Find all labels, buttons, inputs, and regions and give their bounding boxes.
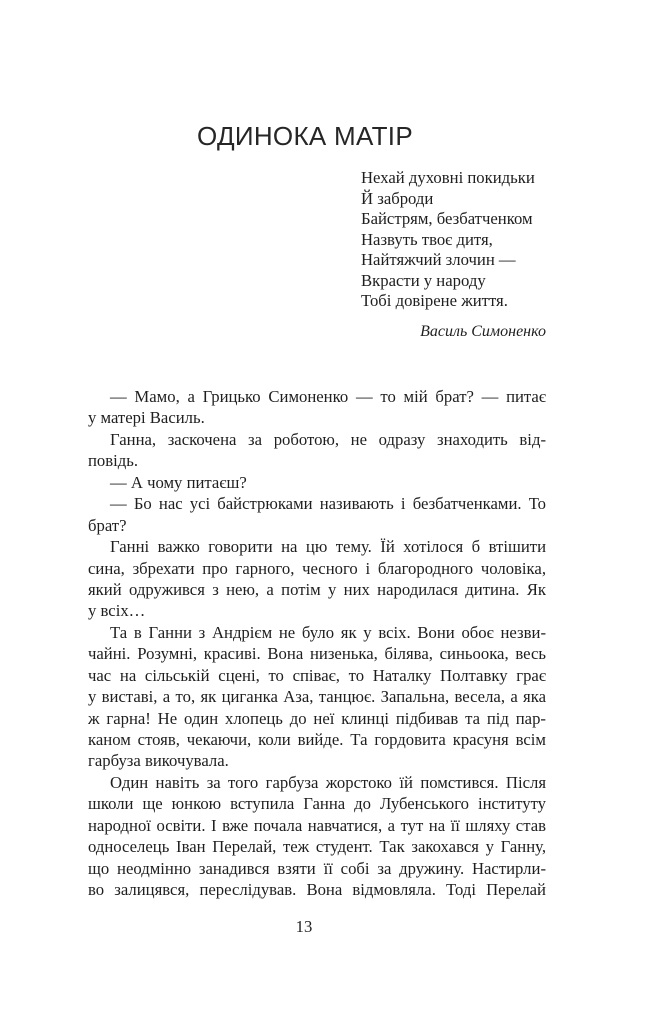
text-line: Ганні важко говорити на цю тему. Їй хотілося б втішити: [110, 537, 546, 557]
paragraph: [88, 429, 546, 472]
text-line: що неодмінно занадився взяти її собі за дружину. Настирли-: [88, 858, 546, 878]
text-line: народної освіти. І вже почала навчатися, а тут на її шляху став: [88, 815, 546, 835]
text-line: у виставі, а то, як циганка Аза, танцює. Запальна, весела, а яка: [88, 687, 546, 707]
paragraph: [88, 772, 546, 901]
text-line: сина, збрехати про гарного, чесного і благородного чоловіка,: [88, 558, 546, 578]
paragraph: [88, 622, 546, 772]
paragraph: [88, 493, 546, 536]
epigraph-line: Байстрям, безбатченком: [361, 209, 533, 228]
text-line: — А чому питаєш?: [110, 472, 247, 492]
epigraph-line: Вкрасти у народу: [361, 270, 486, 290]
text-line: Ганна, заскочена за роботою, не одразу знаходить від-: [110, 429, 546, 449]
text-line: каном стояв, чекаючи, коли вийде. Та гордовита красуня всім: [88, 730, 546, 749]
epigraph-line: Найтяжчий злочин —: [361, 250, 516, 269]
text-line: Один навіть за того гарбуза жорстоко їй помстився. Після: [110, 772, 546, 792]
epigraph-author: Василь Симоненко: [420, 323, 546, 340]
epigraph: [361, 168, 571, 312]
paragraph: [88, 386, 546, 429]
epigraph-line: Й заброди: [361, 188, 434, 208]
text-line: у матері Василь.: [88, 408, 205, 428]
text-line: час на сільській сцені, то співає, то Наталку Полтавку грає: [88, 665, 546, 685]
text-line: во залицявся, переслідував. Вона відмовляла. Тоді Перелай: [88, 880, 546, 900]
epigraph-line: Назвуть твоє дитя,: [361, 229, 493, 249]
epigraph-line: Нехай духовні покидьки: [361, 168, 535, 187]
text-line: у всіх…: [88, 601, 146, 621]
text-line: який одружився з нею, а потім у них народилася дитина. Як: [88, 579, 546, 599]
text-line: — Бо нас усі байстрюками називають і безбатченками. То: [110, 494, 546, 514]
text-line: чайні. Розумні, красиві. Вона низенька, білява, синьоока, весь: [88, 644, 546, 664]
text-line: школи ще юнкою вступила Ганна до Лубенського інституту: [88, 794, 546, 814]
paragraph: [88, 536, 546, 622]
page-number: 13: [295, 917, 313, 936]
chapter-title: ОДИНОКА МАТІР: [197, 121, 413, 151]
text-line: брат?: [88, 515, 127, 535]
epigraph-line: Тобі довірене життя.: [361, 291, 508, 310]
text-line: повідь.: [88, 451, 139, 471]
text-line: Та в Ганни з Андрієм не було як у всіх. Вони обоє незви-: [110, 622, 546, 642]
text-line: ж гарна! Не один хлопець до неї клинці підбивав та під пар-: [88, 708, 546, 728]
text-line: гарбуза викочувала.: [88, 751, 229, 771]
paragraph: [88, 472, 546, 493]
text-line: — Мамо, а Грицько Симоненко — то мій брат? — питає: [110, 387, 546, 406]
text-line: односелець Іван Перелай, теж студент. Так закохався у Ганну,: [88, 837, 546, 857]
body-text: [88, 386, 546, 901]
